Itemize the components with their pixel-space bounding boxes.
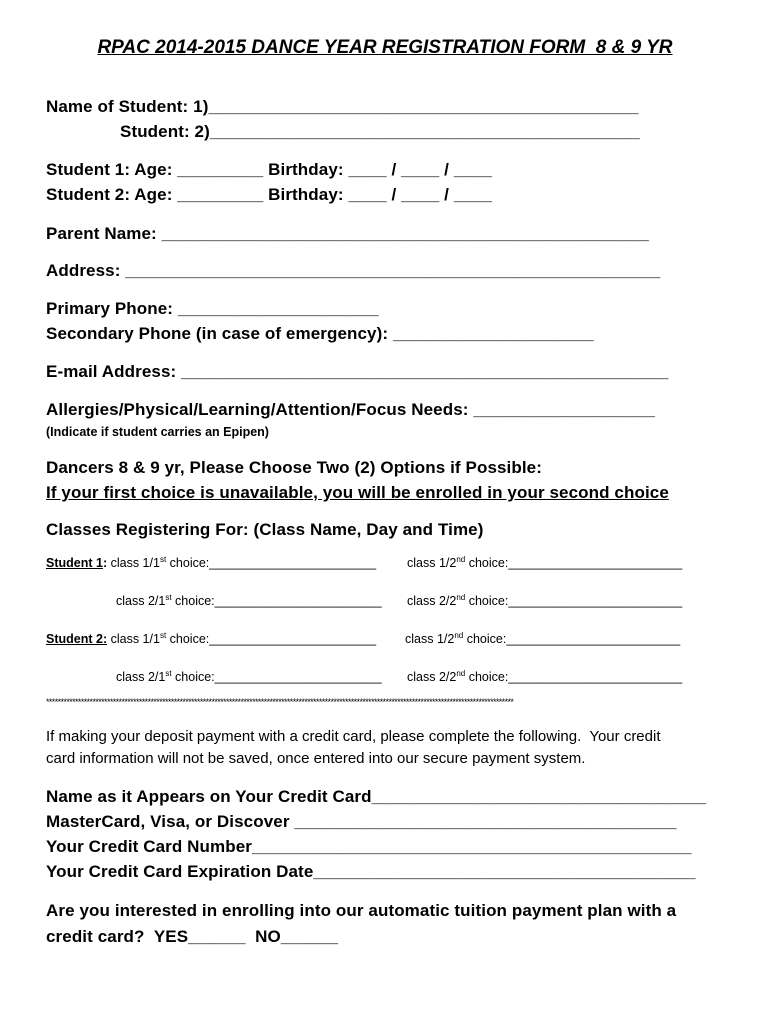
- options-subheading: If your first choice is unavailable, you will be enrolled in your second choice: [46, 483, 669, 502]
- student-1-class-2-2: [407, 592, 683, 608]
- choice-label: choice:: [166, 556, 210, 570]
- form-title: RPAC 2014-2015 DANCE YEAR REGISTRATION FORM 8 & 9 YR: [97, 37, 673, 58]
- student-2-class-1-2-blank[interactable]: _________________________: [506, 632, 681, 646]
- classes-heading: Classes Registering For: (Class Name, Day and Time): [46, 520, 484, 539]
- payment-intro-line-2: card information will not be saved, once entered into our secure payment system.: [46, 750, 586, 767]
- st-suffix: st: [159, 554, 167, 564]
- student-2-class-1-1-blank[interactable]: ________________________: [209, 632, 377, 646]
- student-1-class-2-1-blank[interactable]: ________________________: [214, 594, 382, 608]
- class-1-2-label: class 1/2: [407, 556, 457, 570]
- student-1-class-2-1: [116, 592, 382, 608]
- parent-name-field[interactable]: Parent Name: ___________________________________________________: [46, 224, 649, 243]
- nd-suffix: nd: [456, 668, 466, 678]
- email-field[interactable]: E-mail Address: ___________________________________________________: [46, 362, 669, 381]
- choice-label: choice:: [465, 670, 509, 684]
- student-2-class-2-2: [407, 668, 683, 684]
- allergies-field[interactable]: Allergies/Physical/Learning/Attention/Focus Needs: ___________________: [46, 400, 655, 419]
- student-2-class-2-1: [116, 668, 382, 684]
- class-1-1-label: class 1/1: [110, 556, 160, 570]
- card-number-field[interactable]: Your Credit Card Number______________________________________________: [46, 837, 692, 856]
- class-2-1-label: class 2/1: [116, 594, 166, 608]
- nd-suffix: nd: [456, 554, 466, 564]
- card-type-field[interactable]: MasterCard, Visa, or Discover ________________________________________: [46, 812, 677, 831]
- options-heading: Dancers 8 & 9 yr, Please Choose Two (2) Options if Possible:: [46, 458, 542, 477]
- nd-suffix: nd: [456, 592, 466, 602]
- choice-label: choice:: [465, 594, 509, 608]
- primary-phone-field[interactable]: Primary Phone: _____________________: [46, 299, 379, 318]
- st-suffix: st: [165, 668, 172, 678]
- student-2-class-2-2-blank[interactable]: _________________________: [508, 670, 683, 684]
- card-name-field[interactable]: Name as it Appears on Your Credit Card___________________________________: [46, 787, 707, 806]
- secondary-phone-field[interactable]: Secondary Phone (in case of emergency): _____________________: [46, 324, 594, 343]
- nd-suffix: nd: [454, 630, 464, 640]
- student-1-class-1-1-blank[interactable]: ________________________: [209, 556, 377, 570]
- student-1-class-2-2-blank[interactable]: _________________________: [508, 594, 683, 608]
- payment-intro-line-1: If making your deposit payment with a credit card, please complete the following. Your credit: [46, 728, 661, 745]
- epipen-note: (Indicate if student carries an Epipen): [46, 425, 269, 439]
- st-suffix: st: [159, 630, 167, 640]
- class-1-1-label: class 1/1: [110, 632, 160, 646]
- student-1-age-birthday-field[interactable]: Student 1: Age: _________ Birthday: ____ / ____ / ____: [46, 160, 493, 179]
- class-1-2-label: class 1/2: [405, 632, 455, 646]
- card-expiration-field[interactable]: Your Credit Card Expiration Date________________________________________: [46, 862, 696, 881]
- tuition-plan-answer[interactable]: credit card? YES______ NO______: [46, 927, 339, 946]
- student-1-class-row-1: [46, 554, 377, 570]
- student-2-class-2-1-blank[interactable]: ________________________: [214, 670, 382, 684]
- student-1-class-1-2-blank[interactable]: _________________________: [508, 556, 683, 570]
- student-2-name-field[interactable]: Student: 2)_____________________________________________: [120, 122, 640, 141]
- student-2-class-1-2: [405, 630, 681, 646]
- student-1-class-1-2: [407, 554, 683, 570]
- student-1-colon: :: [102, 556, 108, 570]
- st-suffix: st: [165, 592, 172, 602]
- student-2-age-birthday-field[interactable]: Student 2: Age: _________ Birthday: ____ / ____ / ____: [46, 185, 493, 204]
- class-2-2-label: class 2/2: [407, 594, 457, 608]
- choice-label: choice:: [166, 632, 210, 646]
- choice-label: choice:: [463, 632, 507, 646]
- student-1-name-field[interactable]: Name of Student: 1)_____________________________________________: [46, 97, 639, 116]
- class-2-1-label: class 2/1: [116, 670, 166, 684]
- choice-label: choice:: [465, 556, 509, 570]
- class-2-2-label: class 2/2: [407, 670, 457, 684]
- choice-label: choice:: [171, 670, 215, 684]
- address-field[interactable]: Address: ________________________________________________________: [46, 261, 661, 280]
- tuition-plan-question: Are you interested in enrolling into our automatic tuition payment plan with a: [46, 901, 677, 920]
- student-2-class-row-1: [46, 630, 377, 646]
- student-1-label: Student 1: [46, 556, 103, 570]
- choice-label: choice:: [171, 594, 215, 608]
- separator-line: *****************************************************************************************************************************************************************: [46, 698, 514, 707]
- student-2-label: Student 2:: [46, 632, 108, 646]
